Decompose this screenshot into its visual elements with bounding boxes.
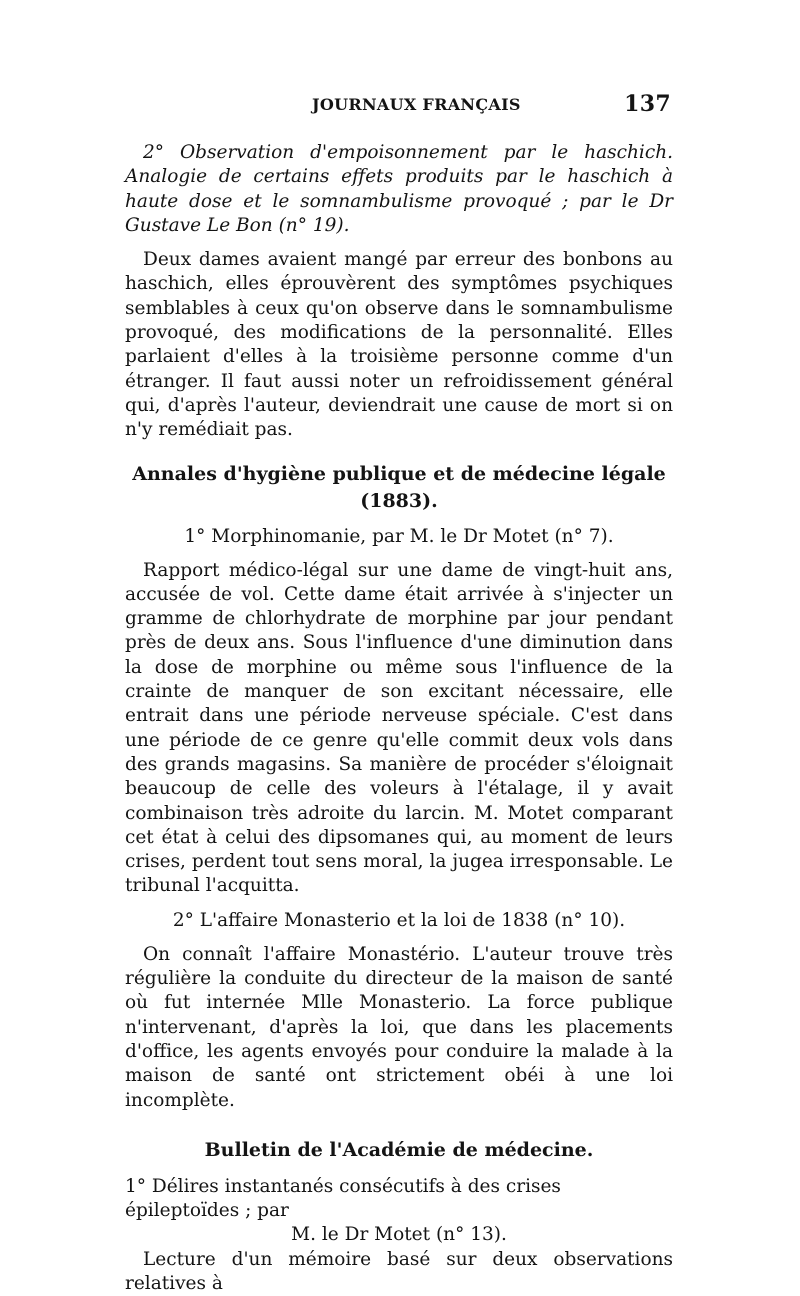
item-morphinomanie-body: Rapport médico-légal sur une dame de vingt-huit ans, accusée de vol. Cette dame était arrivée à s'injecter un gramme de chlorhydrate de morphine par jour pendant près de deux ans. Sous l'influence d'une diminution dans la dose de morphine ou même sous l'influence de la crainte de manquer de son excitant nécessaire, elle entrait dans une période nerveuse spéciale. C'est dans une période de ce genre qu'elle commit deux vols dans des grands magasins. Sa manière de procéder s'éloignait beaucoup de celle des voleurs à l'étalage, il y avait combinaison très adroite du larcin. M. Motet comparant cet état à celui des dipsomanes qui, au moment de leurs crises, perdent tout sens moral, la jugea irresponsable. Le tribunal l'acquitta. [125, 559, 673, 897]
item-haschich-body: Deux dames avaient mangé par erreur des bonbons au haschich, elles éprouvèrent des symptômes psychiques semblables à ceux qu'on observe dans le somnambulisme provoqué, des modifications de la personnalité. Elles parlaient d'elles à la troisième personne comme d'un étranger. Il faut aussi noter un refroidissement général qui, d'après l'auteur, deviendrait une cause de mort si on n'y remédiait pas. [125, 249, 673, 441]
item-delires-body: Lecture d'un mémoire basé sur deux observations relatives à [125, 1248, 673, 1294]
section-annales-heading [125, 461, 673, 515]
text-column [125, 91, 673, 1296]
section-annales-title: Annales d'hygiène publique et de médecine légale [132, 462, 666, 485]
item-monasterio-heading: 2° L'affaire Monasterio et la loi de 1838 (n° 10). [172, 909, 626, 931]
item-morphinomanie-heading: 1° Morphinomanie, par M. le Dr Motet (n° 7). [184, 525, 614, 547]
section-annales-year: (1883). [360, 489, 438, 512]
item-monasterio-body: On connaît l'affaire Monastério. L'auteur trouve très régulière la conduite du directeur de la maison de santé où fut internée Mlle Monasterio. La force publique n'intervenant, d'après la loi, que dans les placements d'office, les agents envoyés pour conduire la malade à la maison de santé ont strictement obéi à une loi incomplète. [125, 943, 673, 1111]
page-number: 137 [624, 91, 671, 117]
running-title: JOURNAUX FRANÇAIS [312, 95, 521, 114]
item-delires-heading-line2: M. le Dr Motet (n° 13). [291, 1224, 507, 1246]
item-haschich [125, 141, 673, 443]
item-haschich-heading: 2° Observation d'empoisonnement par le haschich. Analogie de certains effets produits par le haschich à haute dose et le somnambulisme provoqué ; par le Dr Gustave Le Bon (n° 19). [125, 142, 673, 236]
item-delires-heading-line1: 1° Délires instantanés consécutifs à des crises épileptoïdes ; par [125, 1175, 561, 1222]
running-header [125, 91, 673, 125]
section-bulletin-heading: Bulletin de l'Académie de médecine. [204, 1138, 594, 1161]
